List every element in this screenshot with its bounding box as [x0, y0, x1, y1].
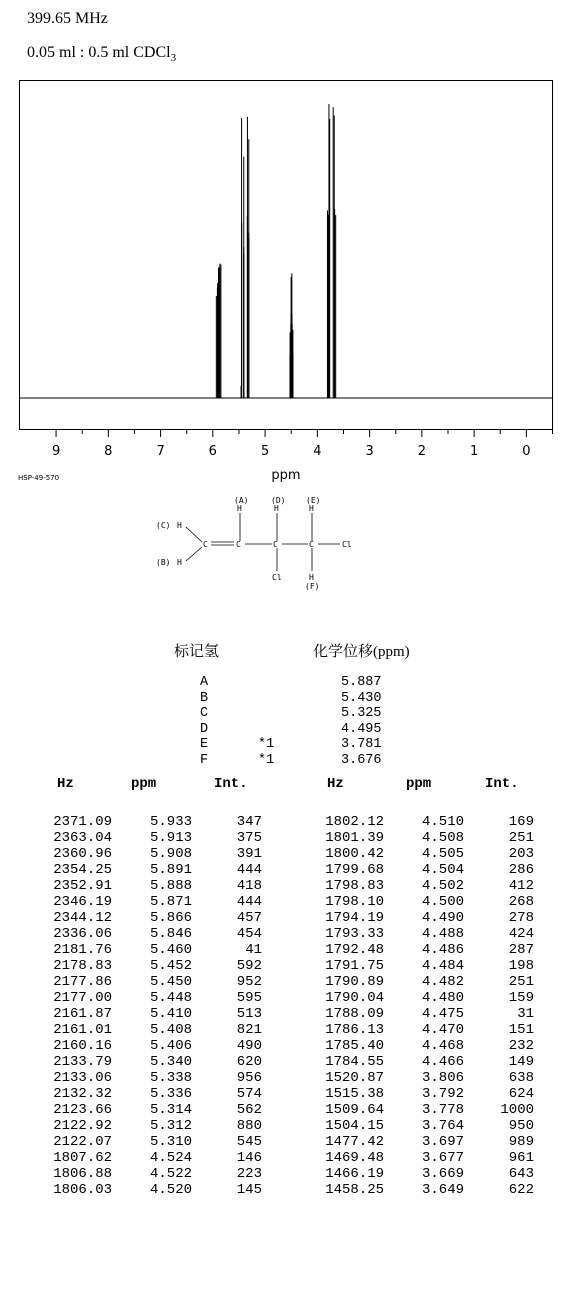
peak-cell: 622	[508, 1182, 534, 1198]
peak-row	[0, 910, 570, 926]
peak-cell: 4.504	[421, 862, 464, 878]
peak-cell: 1477.42	[325, 1134, 384, 1150]
assignment-shift-header: 化学位移(ppm)	[313, 644, 410, 660]
peak-cell: 1798.10	[325, 894, 384, 910]
peak-cell: 3.764	[421, 1118, 464, 1134]
x-tick-label: 7	[156, 444, 165, 459]
peak-cell: 2177.86	[53, 974, 112, 990]
assignment-row	[0, 753, 570, 769]
label-a: (A)	[234, 496, 249, 505]
peak-cell: 4.466	[421, 1054, 464, 1070]
peak-cell: 5.933	[149, 814, 192, 830]
assignment-label-header: 标记氢	[174, 644, 220, 660]
peak-cell: 412	[508, 878, 534, 894]
assignment-note: *1	[258, 753, 275, 768]
peak-cell: 232	[508, 1038, 534, 1054]
peak-cell: 1800.42	[325, 846, 384, 862]
peak-cell: 2346.19	[53, 894, 112, 910]
peak-cell: 5.312	[149, 1118, 192, 1134]
x-tick-label: 8	[104, 444, 113, 459]
peak-cell: 2160.16	[53, 1038, 112, 1054]
assignment-note: *1	[258, 737, 275, 753]
peak-cell: 268	[508, 894, 534, 910]
h-d: H	[274, 504, 279, 513]
assignment-shift: 5.887	[341, 675, 382, 690]
peak-cell: 223	[236, 1166, 262, 1182]
peak-cell: 4.500	[421, 894, 464, 910]
peak-cell: 149	[508, 1054, 534, 1070]
peak-cell: 490	[236, 1038, 262, 1054]
peak-cell: 5.871	[149, 894, 192, 910]
peak-cell: 1458.25	[325, 1182, 384, 1198]
peak-cell: 1786.13	[325, 1022, 384, 1038]
h-b: H	[177, 558, 182, 567]
peak-cell: 961	[508, 1150, 534, 1166]
peak-cell: 4.490	[421, 910, 464, 926]
peak-cell: 286	[508, 862, 534, 878]
peak-cell: 4.505	[421, 846, 464, 862]
peak-cell: 1469.48	[325, 1150, 384, 1166]
peak-cell: 4.502	[421, 878, 464, 894]
peak-cell: 3.669	[421, 1166, 464, 1182]
h-f: H	[309, 573, 314, 582]
peak-cell: 821	[236, 1022, 262, 1038]
peak-cell: 1802.12	[325, 814, 384, 830]
peak-cell: 2122.07	[53, 1134, 112, 1150]
peak-cell: 3.806	[421, 1070, 464, 1086]
assignment-label: E	[200, 737, 209, 753]
peak-row	[0, 974, 570, 990]
peak-cell: 1806.88	[53, 1166, 112, 1182]
peak-cell: 151	[508, 1022, 534, 1038]
peak-cell: 4.522	[149, 1166, 192, 1182]
peak-cell: 287	[508, 942, 534, 958]
peak-cell: 2181.76	[53, 942, 112, 958]
peak-cell: 5.336	[149, 1086, 192, 1102]
peak-cell: 198	[508, 958, 534, 974]
sample-subscript: 3	[170, 52, 177, 65]
assignment-label: C	[200, 706, 209, 722]
peak-cell: 574	[236, 1086, 262, 1102]
peak-cell: 3.792	[421, 1086, 464, 1102]
peak-row	[0, 990, 570, 1006]
x-tick-label: 2	[417, 444, 427, 459]
peak-cell: 424	[508, 926, 534, 942]
assignment-row	[0, 691, 570, 707]
peak-cell: 3.697	[421, 1134, 464, 1150]
peak-cell: 347	[236, 814, 262, 830]
peak-cell: 1466.19	[325, 1166, 384, 1182]
peak-cell: 444	[236, 894, 262, 910]
peak-cell: 1807.62	[53, 1150, 112, 1166]
peak-cell: 31	[517, 1006, 534, 1022]
peak-cell: 375	[236, 830, 262, 846]
spectrometer-frequency: 399.65 MHz	[27, 10, 108, 27]
peak-cell: 4.470	[421, 1022, 464, 1038]
plot-frame	[20, 81, 553, 430]
peak-cell: 5.314	[149, 1102, 192, 1118]
peak-cell: 1793.33	[325, 926, 384, 942]
peak-cell: 2177.00	[53, 990, 112, 1006]
peak-cell: 950	[508, 1118, 534, 1134]
peak-cell: 1785.40	[325, 1038, 384, 1054]
peak-cell: 2122.92	[53, 1118, 112, 1134]
h-a: H	[237, 504, 242, 513]
peak-cell: 5.448	[149, 990, 192, 1006]
peak-cell: 4.482	[421, 974, 464, 990]
peak-column-header: Int.	[214, 776, 248, 792]
peak-column-header: Int.	[485, 776, 519, 792]
peak-cell: 620	[236, 1054, 262, 1070]
peak-row	[0, 1006, 570, 1022]
peak-cell: 5.913	[149, 830, 192, 846]
peak-cell: 169	[508, 814, 534, 830]
peak-row	[0, 1086, 570, 1102]
peak-cell: 444	[236, 862, 262, 878]
peak-row	[0, 1054, 570, 1070]
peak-cell: 989	[508, 1134, 534, 1150]
peak-cell: 457	[236, 910, 262, 926]
peak-row	[0, 846, 570, 862]
carbon-4: C	[309, 540, 314, 549]
peak-cell: 391	[236, 846, 262, 862]
peak-cell: 5.340	[149, 1054, 192, 1070]
peak-cell: 2336.06	[53, 926, 112, 942]
x-tick-label: 9	[51, 444, 61, 459]
peak-cell: 1790.89	[325, 974, 384, 990]
peak-cell: 203	[508, 846, 534, 862]
peak-cell: 595	[236, 990, 262, 1006]
peak-cell: 2352.91	[53, 878, 112, 894]
peak-cell: 1515.38	[325, 1086, 384, 1102]
bond	[186, 547, 202, 561]
peak-cell: 454	[236, 926, 262, 942]
peak-cell: 1790.04	[325, 990, 384, 1006]
peak-cell: 1504.15	[325, 1118, 384, 1134]
peak-cell: 146	[236, 1150, 262, 1166]
label-d: (D)	[271, 496, 286, 505]
peak-cell: 5.406	[149, 1038, 192, 1054]
peak-cell: 624	[508, 1086, 534, 1102]
sample-description	[27, 44, 176, 64]
x-tick-label: 0	[522, 444, 531, 459]
peak-cell: 5.460	[149, 942, 192, 958]
peak-cell: 956	[236, 1070, 262, 1086]
peak-cell: 4.524	[149, 1150, 192, 1166]
peak-cell: 251	[508, 830, 534, 846]
peak-row	[0, 926, 570, 942]
spectrum-peaks	[216, 104, 335, 398]
chlorine-right: Cl	[342, 540, 352, 549]
peak-cell: 5.888	[149, 878, 192, 894]
peak-cell: 4.475	[421, 1006, 464, 1022]
x-tick-label: 5	[260, 444, 270, 459]
peak-row	[0, 1022, 570, 1038]
peak-cell: 5.908	[149, 846, 192, 862]
peak-cell: 4.484	[421, 958, 464, 974]
peak-cell: 1791.75	[325, 958, 384, 974]
peak-cell: 4.510	[421, 814, 464, 830]
bond	[186, 527, 202, 542]
x-tick-label: 3	[365, 444, 374, 459]
peak-cell: 4.480	[421, 990, 464, 1006]
peak-row	[0, 958, 570, 974]
peak-cell: 5.891	[149, 862, 192, 878]
peak-cell: 5.408	[149, 1022, 192, 1038]
assignment-shift: 3.781	[341, 737, 382, 753]
peak-cell: 5.310	[149, 1134, 192, 1150]
peak-cell: 2360.96	[53, 846, 112, 862]
peak-row	[0, 1102, 570, 1118]
peak-row	[0, 1118, 570, 1134]
peak-cell: 2161.01	[53, 1022, 112, 1038]
assignment-shift: 5.325	[341, 706, 382, 722]
peak-cell: 3.649	[421, 1182, 464, 1198]
peak-row	[0, 894, 570, 910]
peak-row	[0, 1182, 570, 1198]
peak-row	[0, 862, 570, 878]
peak-row	[0, 814, 570, 830]
carbon-3: C	[273, 540, 278, 549]
peak-cell: 1788.09	[325, 1006, 384, 1022]
peak-cell: 1000	[500, 1102, 534, 1118]
peak-cell: 3.677	[421, 1150, 464, 1166]
peak-cell: 4.488	[421, 926, 464, 942]
peak-row	[0, 830, 570, 846]
peak-cell: 2132.32	[53, 1086, 112, 1102]
peak-cell: 1784.55	[325, 1054, 384, 1070]
assignment-row	[0, 706, 570, 722]
x-tick-label: 6	[208, 444, 217, 459]
h-c: H	[177, 521, 182, 530]
peak-cell: 5.866	[149, 910, 192, 926]
chlorine-bottom: Cl	[272, 573, 282, 582]
label-f: (F)	[305, 582, 320, 591]
peak-column-header: Hz	[327, 776, 344, 792]
x-tick-label: 1	[469, 444, 479, 459]
x-axis-ticks	[52, 430, 553, 460]
peak-cell: 1794.19	[325, 910, 384, 926]
peak-cell: 3.778	[421, 1102, 464, 1118]
label-c: (C)	[156, 521, 171, 530]
peak-cell: 418	[236, 878, 262, 894]
peak-cell: 5.338	[149, 1070, 192, 1086]
peak-row	[0, 878, 570, 894]
peak-row	[0, 1038, 570, 1054]
peak-cell: 4.508	[421, 830, 464, 846]
peak-cell: 1520.87	[325, 1070, 384, 1086]
assignment-row	[0, 737, 570, 753]
assignment-label: A	[200, 675, 209, 690]
peak-cell: 643	[508, 1166, 534, 1182]
peak-cell: 2371.09	[53, 814, 112, 830]
peak-cell: 2133.79	[53, 1054, 112, 1070]
peak-cell: 41	[245, 942, 262, 958]
peak-row	[0, 942, 570, 958]
peak-column-header: ppm	[406, 776, 432, 792]
peak-cell: 1509.64	[325, 1102, 384, 1118]
peak-cell: 513	[236, 1006, 262, 1022]
peak-cell: 2161.87	[53, 1006, 112, 1022]
peak-cell: 159	[508, 990, 534, 1006]
peak-cell: 1792.48	[325, 942, 384, 958]
peak-cell: 145	[236, 1182, 262, 1198]
assignment-shift: 5.430	[341, 690, 382, 706]
assignment-row	[0, 675, 570, 691]
label-b: (B)	[156, 558, 171, 567]
peak-cell: 5.846	[149, 926, 192, 942]
peak-cell: 1799.68	[325, 862, 384, 878]
peak-cell: 5.452	[149, 958, 192, 974]
peak-cell: 5.410	[149, 1006, 192, 1022]
peak-cell: 592	[236, 958, 262, 974]
peak-cell: 562	[236, 1102, 262, 1118]
peak-row	[0, 1150, 570, 1166]
peak-row	[0, 1070, 570, 1086]
carbon-1: C	[203, 540, 208, 549]
assignment-label: F	[200, 753, 209, 768]
spectrum-code: HSP-49-570	[18, 474, 60, 482]
x-tick-label: 4	[313, 444, 322, 459]
peak-cell: 5.450	[149, 974, 192, 990]
peak-cell: 4.486	[421, 942, 464, 958]
h-e: H	[309, 504, 314, 513]
peak-cell: 2123.66	[53, 1102, 112, 1118]
x-axis-label: ppm	[271, 468, 301, 483]
peak-cell: 2354.25	[53, 862, 112, 878]
peak-cell: 4.520	[149, 1182, 192, 1198]
label-e: (E)	[306, 496, 321, 505]
peak-cell: 638	[508, 1070, 534, 1086]
peak-cell: 251	[508, 974, 534, 990]
peak-cell: 1801.39	[325, 830, 384, 846]
molecule-structure	[140, 493, 380, 593]
assignment-shift: 3.676	[341, 753, 382, 768]
assignment-label: B	[200, 690, 209, 706]
peak-row	[0, 1134, 570, 1150]
peak-cell: 2344.12	[53, 910, 112, 926]
peak-cell: 278	[508, 910, 534, 926]
peak-column-header: ppm	[131, 776, 157, 792]
peak-cell: 2133.06	[53, 1070, 112, 1086]
peak-cell: 880	[236, 1118, 262, 1134]
peak-column-header: Hz	[57, 776, 74, 792]
assignment-shift: 4.495	[341, 721, 382, 737]
peak-cell: 952	[236, 974, 262, 990]
carbon-2: C	[236, 540, 241, 549]
peak-cell: 2363.04	[53, 830, 112, 846]
peak-cell: 2178.83	[53, 958, 112, 974]
peak-cell: 1798.83	[325, 878, 384, 894]
peak-cell: 4.468	[421, 1038, 464, 1054]
peak-cell: 1806.03	[53, 1182, 112, 1198]
sample-text: 0.05 ml : 0.5 ml CDCl	[27, 44, 171, 61]
assignment-label: D	[200, 721, 209, 737]
peak-row	[0, 1166, 570, 1182]
peak-cell: 545	[236, 1134, 262, 1150]
assignment-row	[0, 722, 570, 738]
